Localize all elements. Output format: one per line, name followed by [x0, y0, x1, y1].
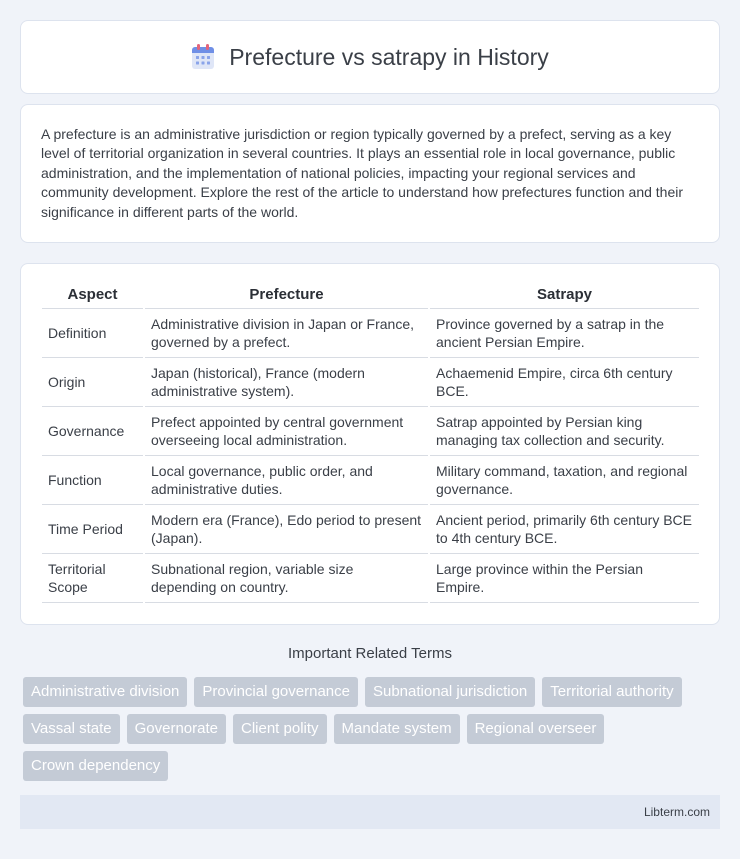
row-prefecture: Japan (historical), France (modern administrative system).: [144, 357, 429, 406]
calendar-icon: [191, 44, 215, 70]
comparison-table: [42, 284, 699, 603]
row-aspect: Definition: [42, 308, 144, 357]
header-satrapy: Satrapy: [429, 284, 699, 308]
header-card: [20, 20, 720, 94]
header-prefecture: Prefecture: [144, 284, 429, 308]
intro-card: [20, 104, 720, 243]
table-row: [42, 406, 699, 455]
row-satrapy: Ancient period, primarily 6th century BCE to 4th century BCE.: [429, 504, 699, 553]
row-satrapy: Satrap appointed by Persian king managing tax collection and security.: [429, 406, 699, 455]
row-prefecture: Prefect appointed by central government overseeing local administration.: [144, 406, 429, 455]
related-term-tag[interactable]: Regional overseer: [467, 714, 605, 744]
footer: [20, 795, 720, 829]
related-terms-title: Important Related Terms: [288, 645, 452, 662]
table-row: [42, 553, 699, 602]
table-header-row: [42, 284, 699, 308]
related-term-tag[interactable]: Vassal state: [23, 714, 120, 744]
table-row: [42, 357, 699, 406]
row-aspect: Territorial Scope: [42, 553, 144, 602]
row-satrapy: Large province within the Persian Empire.: [429, 553, 699, 602]
related-term-tag[interactable]: Crown dependency: [23, 751, 168, 781]
table-row: [42, 504, 699, 553]
table-row: [42, 455, 699, 504]
row-prefecture: Administrative division in Japan or France, governed by a prefect.: [144, 308, 429, 357]
row-aspect: Origin: [42, 357, 144, 406]
related-term-tag[interactable]: Administrative division: [23, 677, 187, 707]
row-prefecture: Subnational region, variable size depending on country.: [144, 553, 429, 602]
related-term-tag[interactable]: Subnational jurisdiction: [365, 677, 535, 707]
table-row: [42, 308, 699, 357]
related-terms-list: [23, 677, 723, 781]
row-prefecture: Modern era (France), Edo period to present (Japan).: [144, 504, 429, 553]
intro-text: A prefecture is an administrative jurisdiction or region typically governed by a prefect, serving as a key level of territorial organization in several countries. It plays an essential role in local governance, public administration, and the implementation of national policies, impacting your regional services and community development. Explore the rest of the article to understand how prefectures function and their significance in different parts of the world.: [41, 126, 684, 220]
comparison-table-card: [20, 263, 720, 625]
related-term-tag[interactable]: Territorial authority: [542, 677, 681, 707]
header-aspect: Aspect: [42, 284, 144, 308]
footer-site-link[interactable]: Libterm.com: [643, 805, 710, 819]
row-prefecture: Local governance, public order, and administrative duties.: [144, 455, 429, 504]
related-term-tag[interactable]: Governorate: [127, 714, 226, 744]
row-aspect: Time Period: [42, 504, 144, 553]
related-term-tag[interactable]: Mandate system: [334, 714, 460, 744]
row-satrapy: Province governed by a satrap in the ancient Persian Empire.: [429, 308, 699, 357]
related-term-tag[interactable]: Provincial governance: [194, 677, 358, 707]
row-satrapy: Achaemenid Empire, circa 6th century BCE.: [429, 357, 699, 406]
row-aspect: Function: [42, 455, 144, 504]
page-title: Prefecture vs satrapy in History: [229, 43, 549, 70]
row-satrapy: Military command, taxation, and regional governance.: [429, 455, 699, 504]
related-term-tag[interactable]: Client polity: [233, 714, 327, 744]
row-aspect: Governance: [42, 406, 144, 455]
